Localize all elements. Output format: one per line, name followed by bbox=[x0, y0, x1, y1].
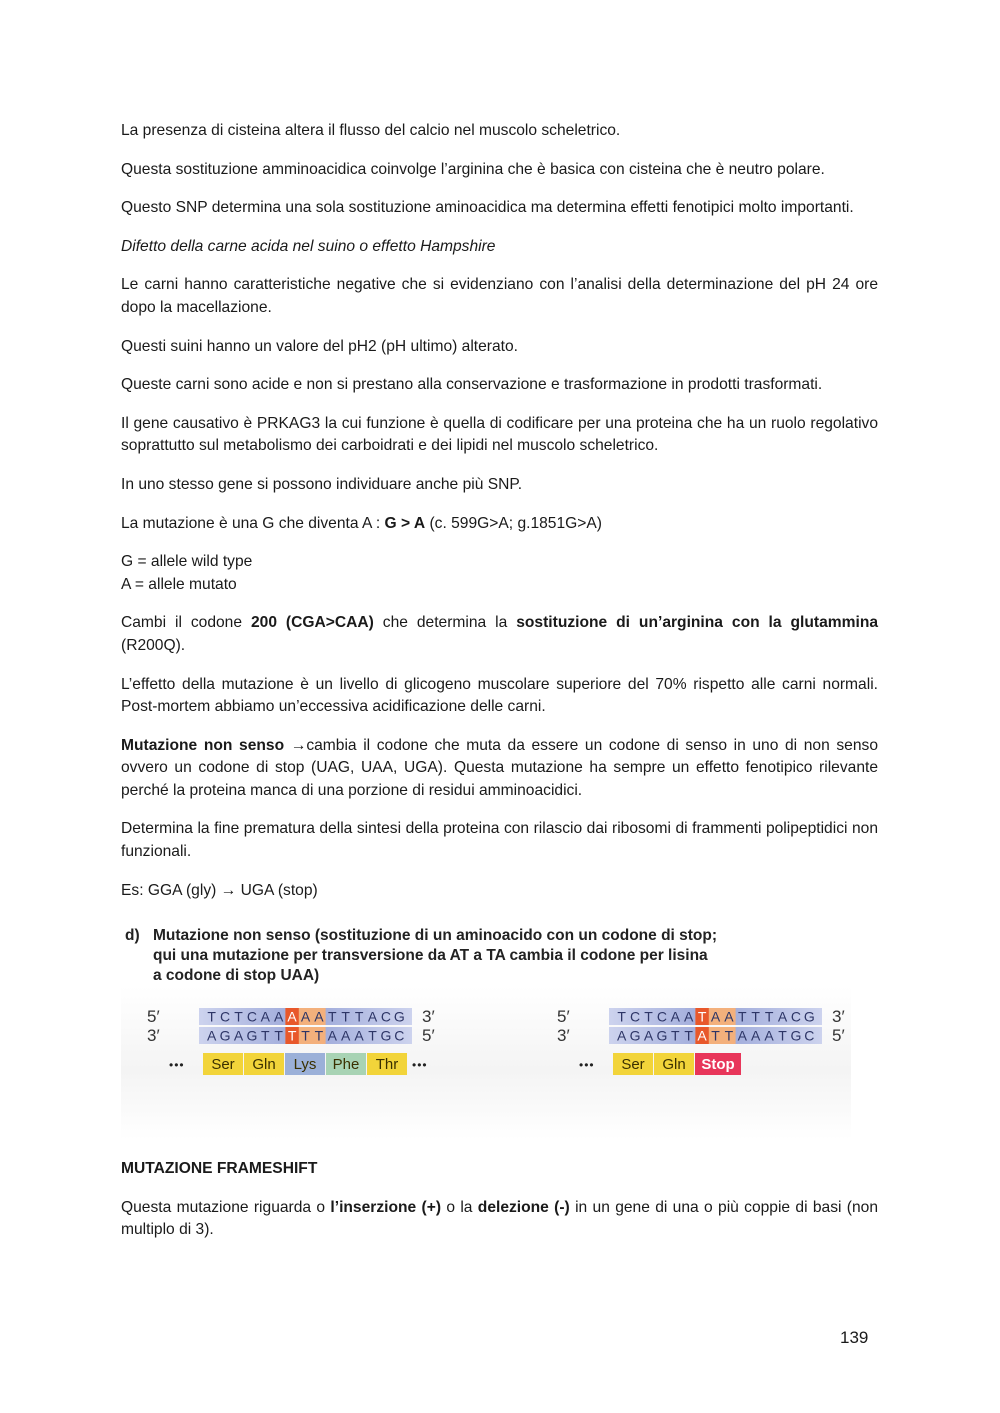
mutant-label-top-left: 5′ bbox=[557, 1007, 570, 1027]
mutant-base: G bbox=[656, 1027, 668, 1044]
frameshift-heading: MUTAZIONE FRAMESHIFT bbox=[121, 1160, 318, 1178]
mutant-base: A bbox=[764, 1027, 774, 1044]
allele-mutato: A = allele mutato bbox=[121, 575, 237, 593]
wild-type-base: T bbox=[368, 1027, 377, 1044]
wild-type-amino-acid-ser: Ser bbox=[211, 1056, 235, 1074]
mutant-base: T bbox=[724, 1027, 734, 1044]
mutation-bold: G > A bbox=[384, 514, 426, 532]
mutant-base: T bbox=[684, 1027, 693, 1044]
wild-type-base: A bbox=[314, 1008, 324, 1025]
mutant-amino-acid-ser: Ser bbox=[621, 1056, 645, 1074]
mutant-base: C bbox=[630, 1008, 641, 1025]
mutant-amino-acid-stop: Stop bbox=[701, 1056, 735, 1074]
wild-type-base: A bbox=[341, 1027, 351, 1044]
wild-type-label-top-right: 3′ bbox=[422, 1007, 435, 1027]
paragraph-frameshift bbox=[121, 1197, 878, 1242]
mutant-base: A bbox=[643, 1027, 654, 1044]
wild-type-base: A bbox=[327, 1027, 337, 1044]
mutant-base: G bbox=[803, 1008, 815, 1025]
mutant-base: C bbox=[656, 1008, 667, 1025]
codon-text-1: Cambi il codone bbox=[121, 614, 251, 632]
wild-type-base: T bbox=[207, 1008, 216, 1025]
caption-line-3: a codone di stop UAA) bbox=[153, 967, 320, 985]
wild-type-base: T bbox=[287, 1027, 297, 1044]
mutant-base: T bbox=[671, 1027, 680, 1044]
mutant-base: T bbox=[751, 1008, 760, 1025]
mutant-base: G bbox=[629, 1027, 641, 1044]
mutant-amino-acid-gln: Gln bbox=[662, 1056, 686, 1074]
mutant-base: T bbox=[764, 1008, 774, 1025]
wild-type-label-bottom-right: 5′ bbox=[422, 1026, 435, 1046]
mutant-base: A bbox=[777, 1008, 788, 1025]
mutant-label-bottom-left: 3′ bbox=[557, 1026, 570, 1046]
wild-type-base: T bbox=[261, 1027, 270, 1044]
wild-type-amino-acid-gln: Gln bbox=[252, 1056, 276, 1074]
paragraph-ph2: Questi suini hanno un valore del pH2 (pH ultimo) alterato. bbox=[121, 337, 518, 355]
wild-type-base: A bbox=[354, 1027, 364, 1044]
wild-type-label-top-left: 5′ bbox=[147, 1007, 160, 1027]
frameshift-bold-2: delezione (-) bbox=[477, 1198, 570, 1216]
paragraph-piu-snp: In uno stesso gene si possono individuare anche più SNP. bbox=[121, 475, 523, 493]
caption-line-1: Mutazione non senso (sostituzione di un aminoacido con un codone di stop; bbox=[153, 927, 718, 945]
paragraph-carni-acide: Queste carni sono acide e non si prestano alla conservazione e trasformazione in prodotti trasformati. bbox=[121, 376, 823, 394]
wild-type-base: T bbox=[234, 1008, 243, 1025]
mutant-base: C bbox=[804, 1027, 815, 1044]
mutation-prefix: La mutazione è una G che diventa A : bbox=[121, 514, 385, 532]
wild-type-base: A bbox=[260, 1008, 270, 1025]
mutation-suffix: (c. 599G>A; g.1851G>A) bbox=[425, 514, 602, 532]
wild-type-base: C bbox=[246, 1008, 257, 1025]
nonsense-bold: Mutazione non senso bbox=[121, 736, 285, 754]
mutant-base: T bbox=[738, 1008, 747, 1025]
mutant-base: A bbox=[684, 1008, 694, 1025]
paragraph-prkag3: Il gene causativo è PRKAG3 la cui funzione è quella di codificare per una proteina che ha un ruolo regolativo soprattutto sul metabolismo dei carboidrati e dei lipidi nel muscolo scheletrico. bbox=[121, 414, 878, 455]
mutant-base: T bbox=[697, 1008, 707, 1025]
italic-heading: Difetto della carne acida nel suino o effetto Hampshire bbox=[121, 237, 496, 255]
mutant-base: A bbox=[724, 1008, 734, 1025]
mutant-base: A bbox=[751, 1027, 761, 1044]
wild-type-base: A bbox=[207, 1027, 217, 1044]
codon-text-3: (R200Q). bbox=[121, 636, 186, 654]
page-body bbox=[121, 120, 878, 1258]
wild-type-base: T bbox=[314, 1027, 324, 1044]
dna-diagram bbox=[121, 922, 878, 1142]
mutant-base: T bbox=[617, 1008, 626, 1025]
mutant-base: C bbox=[790, 1008, 801, 1025]
wild-type-base: T bbox=[328, 1008, 337, 1025]
wild-type-base: A bbox=[274, 1008, 284, 1025]
wild-type-base: G bbox=[393, 1008, 405, 1025]
mutant-base: A bbox=[670, 1008, 680, 1025]
wild-type-dots-right: ••• bbox=[412, 1058, 428, 1073]
mutant-base: G bbox=[790, 1027, 802, 1044]
mutant-base: A bbox=[697, 1027, 707, 1044]
nonsense-mutation-figure bbox=[121, 922, 878, 1142]
allele-wild-type: G = allele wild type bbox=[121, 553, 253, 571]
wild-type-base: T bbox=[274, 1027, 283, 1044]
wild-type-base: A bbox=[300, 1008, 311, 1025]
mutant-label-top-right: 3′ bbox=[832, 1007, 845, 1027]
paragraph-nonsense bbox=[121, 735, 878, 803]
codon-text-2: che determina la bbox=[373, 614, 517, 632]
wild-type-base: A bbox=[287, 1008, 297, 1025]
wild-type-base: C bbox=[220, 1008, 231, 1025]
nonsense-text: →cambia il codone che muta da essere un codone di senso in uno di non senso ovvero un codone di stop (UAG, UAA, UGA). Questa mutazione ha sempre un effetto fenotipico rilevante perché la proteina manca di una porzione di residui amminoacidici. bbox=[121, 736, 878, 799]
mutant-dots-left: ••• bbox=[579, 1058, 595, 1073]
paragraph-snp: Questo SNP determina una sola sostituzione aminoacidica ma determina effetti fenotipici molto importanti. bbox=[121, 199, 854, 217]
paragraph-carni-ph: Le carni hanno caratteristiche negative che si evidenziano con l’analisi della determinazione del pH 24 ore dopo la macellazione. bbox=[121, 276, 878, 316]
frameshift-text-3: in un gene di una o più coppie di basi (non multiplo di 3). bbox=[121, 1198, 879, 1239]
caption-line-2: qui una mutazione per transversione da AT a TA cambia il codone per lisina bbox=[153, 947, 708, 965]
codon-bold-2: sostituzione di un’arginina con la glutammina bbox=[516, 614, 879, 632]
wild-type-amino-acid-thr: Thr bbox=[375, 1056, 399, 1074]
wild-type-base: G bbox=[246, 1027, 258, 1044]
mutant-base: A bbox=[617, 1027, 627, 1044]
wild-type-dots-left: ••• bbox=[169, 1058, 185, 1073]
paragraph-example: Es: GGA (gly) → UGA (stop) bbox=[121, 881, 318, 899]
mutant-base: A bbox=[710, 1008, 721, 1025]
frameshift-text-1: Questa mutazione riguarda o bbox=[121, 1198, 331, 1216]
mutant-base: T bbox=[778, 1027, 787, 1044]
wild-type-label-bottom-left: 3′ bbox=[147, 1026, 160, 1046]
paragraph-mutation bbox=[121, 513, 878, 536]
mutant-base: T bbox=[711, 1027, 720, 1044]
page-number: 139 bbox=[840, 1328, 869, 1347]
wild-type-base: C bbox=[380, 1008, 391, 1025]
wild-type-base: T bbox=[354, 1008, 364, 1025]
wild-type-base: T bbox=[301, 1027, 310, 1044]
paragraph-codon bbox=[121, 612, 878, 657]
mutant-label-bottom-right: 5′ bbox=[832, 1026, 845, 1046]
figure-letter: d) bbox=[125, 927, 140, 945]
wild-type-base: A bbox=[367, 1008, 378, 1025]
wild-type-base: C bbox=[394, 1027, 405, 1044]
paragraph-cisteina: La presenza di cisteina altera il flusso del calcio nel muscolo scheletrico. bbox=[121, 122, 621, 139]
codon-bold-1: 200 (CGA>CAA) bbox=[250, 614, 374, 632]
paragraph-premature: Determina la fine prematura della sintesi della proteina con rilascio dai ribosomi di frammenti polipeptidici non funzionali. bbox=[121, 820, 878, 861]
frameshift-bold-1: l’inserzione (+) bbox=[330, 1198, 442, 1216]
wild-type-base: G bbox=[219, 1027, 231, 1044]
paragraph-effect: L’effetto della mutazione è un livello di glicogeno muscolare superiore del 70% rispetto alle carni normali. Post-mortem abbiamo un’eccessiva acidificazione delle carni. bbox=[121, 675, 878, 716]
wild-type-amino-acid-lys: Lys bbox=[293, 1056, 317, 1074]
wild-type-amino-acid-phe: Phe bbox=[332, 1056, 360, 1074]
frameshift-text-2: o la bbox=[441, 1198, 478, 1216]
wild-type-base: G bbox=[380, 1027, 392, 1044]
mutant-base: T bbox=[644, 1008, 653, 1025]
paragraph-sostituzione: Questa sostituzione amminoacidica coinvolge l’arginina che è basica con cisteina che è neutro polare. bbox=[121, 160, 825, 178]
wild-type-base: T bbox=[341, 1008, 350, 1025]
mutant-base: A bbox=[737, 1027, 747, 1044]
wild-type-base: A bbox=[233, 1027, 244, 1044]
paragraph-alleles bbox=[121, 551, 878, 596]
